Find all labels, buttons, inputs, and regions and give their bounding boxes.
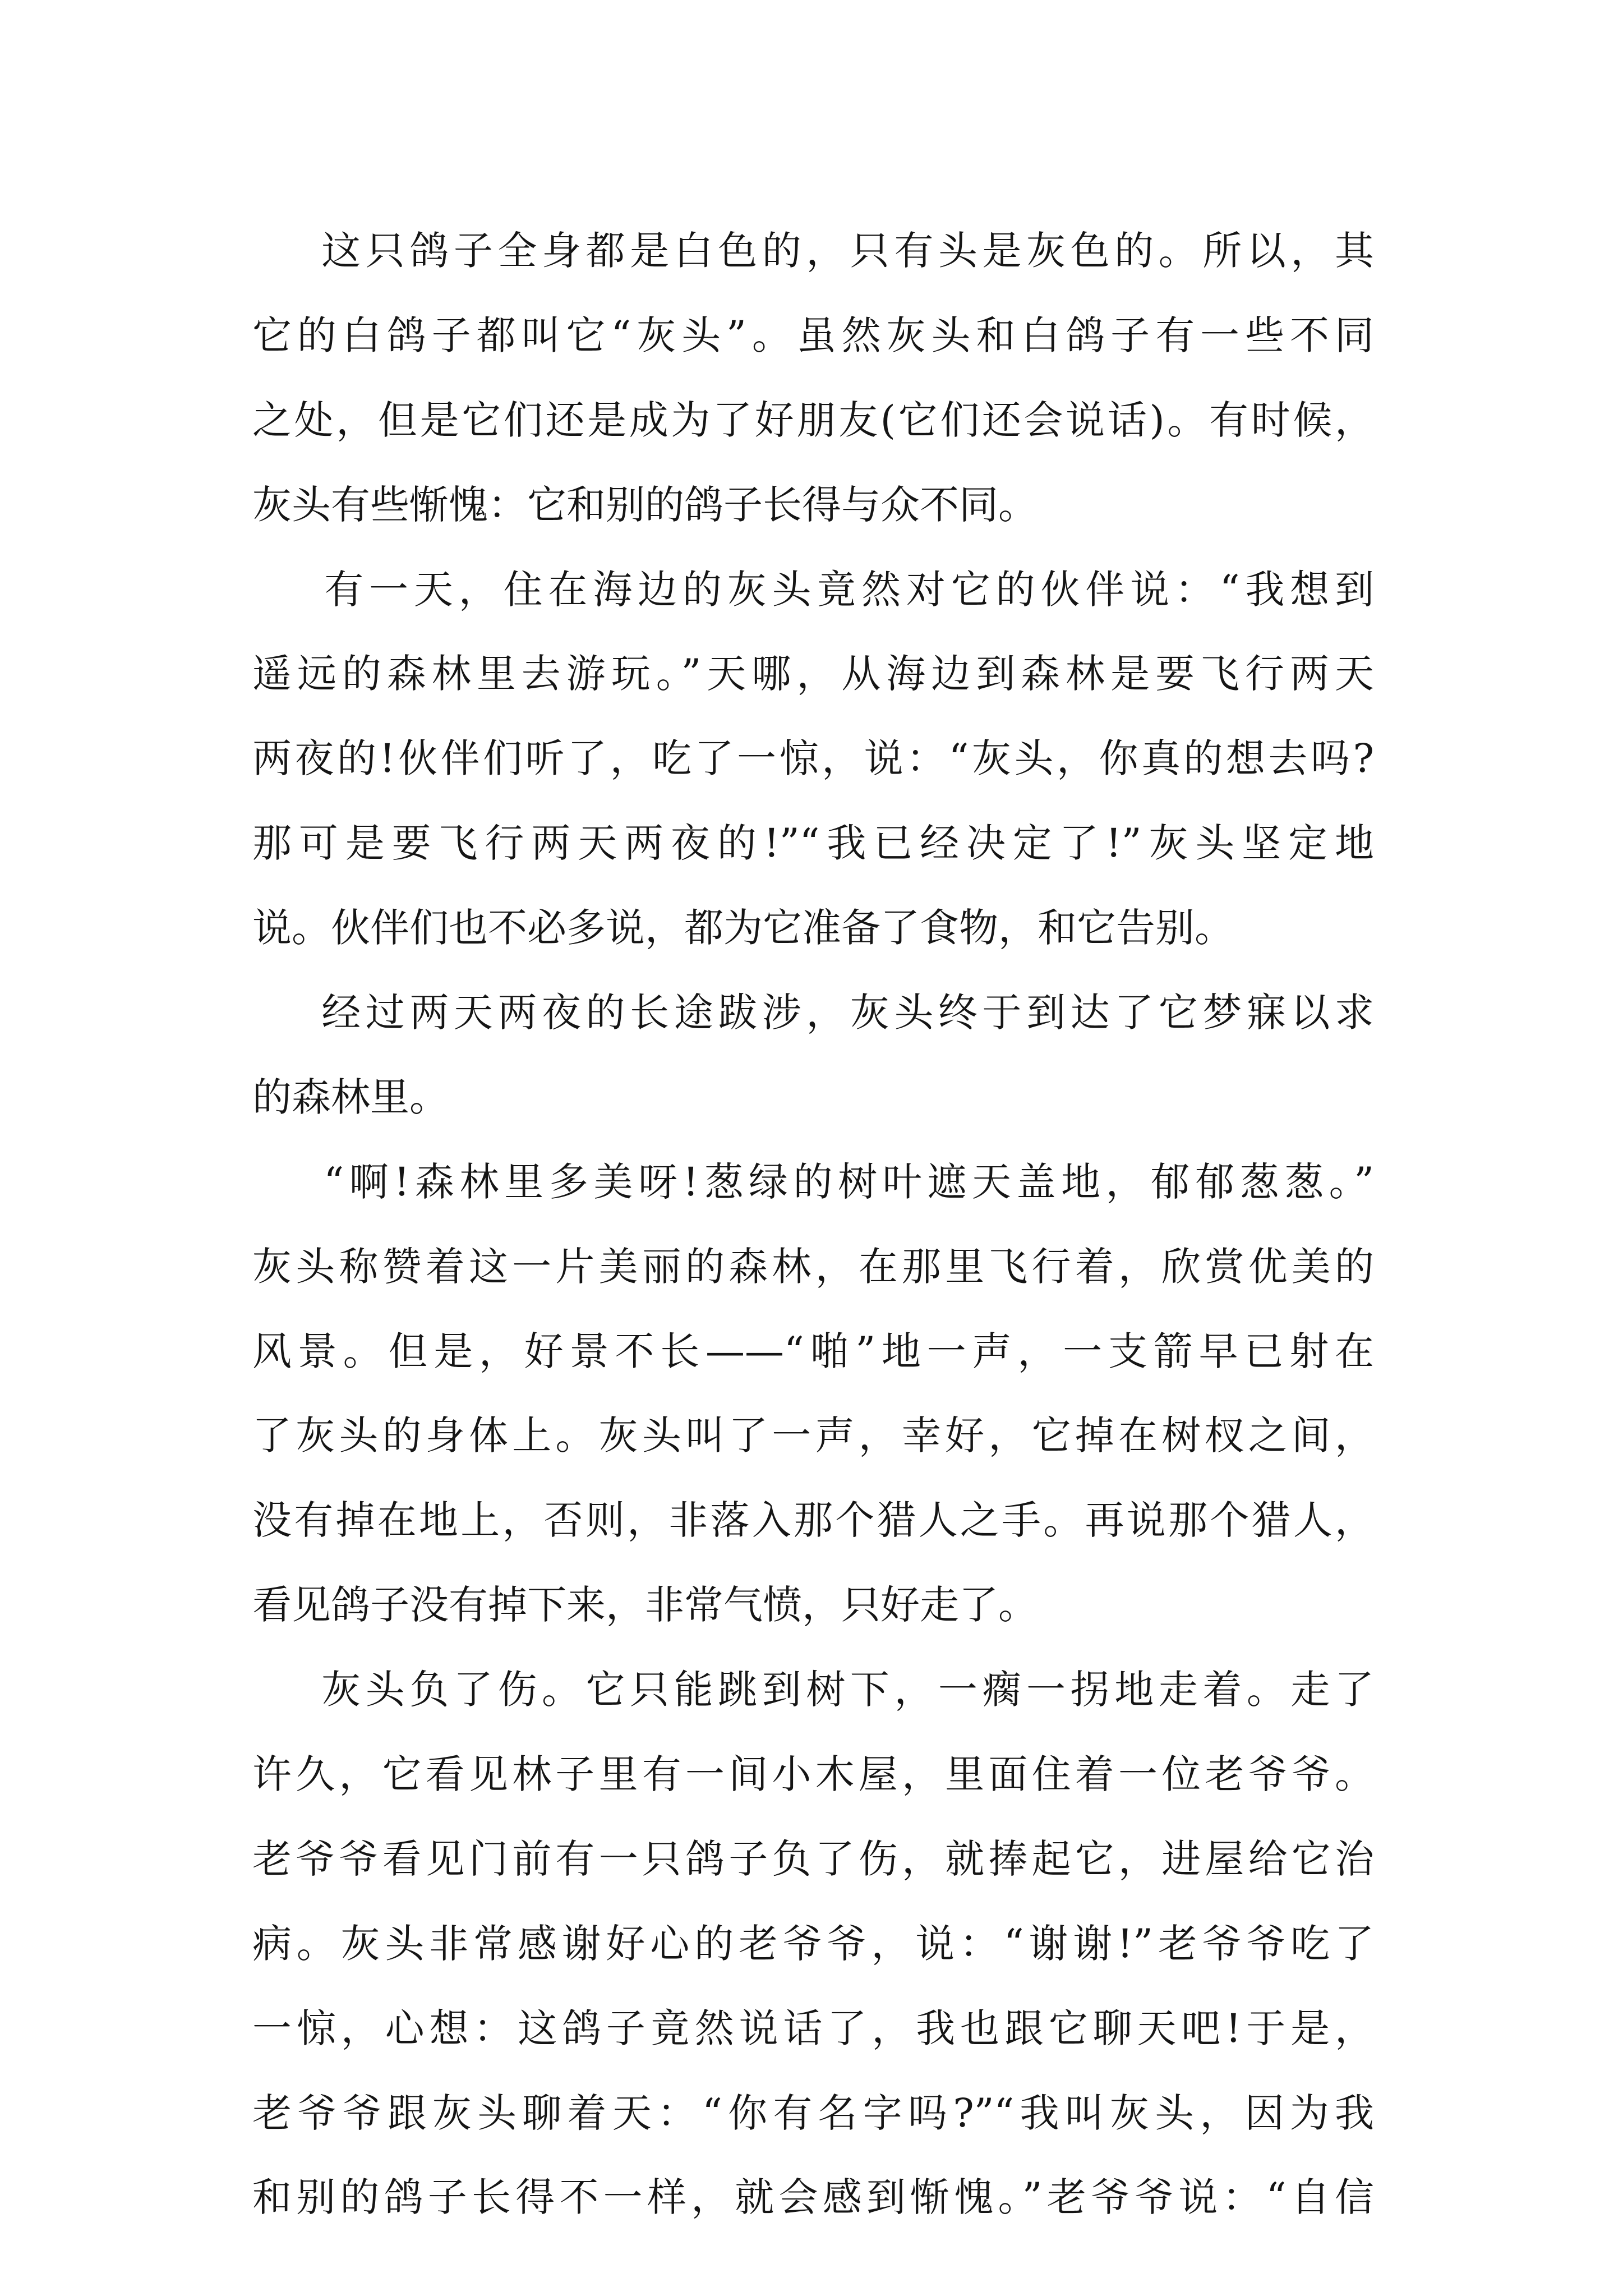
text-line: 说。伙伴们也不必多说，都为它准备了食物，和它告别。 — [252, 905, 1234, 951]
text-line: 许久，它看见林子里有一间小木屋，里面住着一位老爷爷。 — [252, 1751, 1374, 1798]
text-line: 遥远的森林里去游玩。”天哪，从海边到森林是要飞行两天 — [252, 651, 1374, 697]
text-line: 这只鸽子全身都是白色的，只有头是灰色的。所以，其 — [252, 228, 1374, 274]
text-line: 灰头负了伤。它只能跳到树下，一瘸一拐地走着。走了 — [252, 1667, 1374, 1713]
text-line: “啊!森林里多美呀!葱绿的树叶遮天盖地，郁郁葱葱。” — [252, 1158, 1374, 1205]
story-text — [252, 209, 1374, 2240]
text-line: 了灰头的身体上。灰头叫了一声，幸好，它掉在树杈之间， — [252, 1412, 1374, 1459]
text-line: 的森林里。 — [252, 1074, 449, 1120]
text-line: 灰头称赞着这一片美丽的森林，在那里飞行着，欣赏优美的 — [252, 1243, 1374, 1290]
text-line: 老爷爷跟灰头聊着天：“你有名字吗?”“我叫灰头，因为我 — [252, 2090, 1374, 2136]
text-line: 经过两天两夜的长途跋涉，灰头终于到达了它梦寐以求 — [252, 990, 1374, 1036]
text-line: 没有掉在地上，否则，非落入那个猎人之手。再说那个猎人， — [252, 1497, 1374, 1544]
text-line: 和别的鸽子长得不一样，就会感到惭愧。”老爷爷说：“自信 — [252, 2174, 1374, 2221]
text-line: 之处，但是它们还是成为了好朋友(它们还会说话)。有时候， — [252, 397, 1374, 443]
text-line: 那可是要飞行两天两夜的!”“我已经决定了!”灰头坚定地 — [252, 820, 1374, 867]
text-line: 风景。但是，好景不长——“啪”地一声，一支箭早已射在 — [252, 1328, 1374, 1374]
text-line: 有一天，住在海边的灰头竟然对它的伙伴说：“我想到 — [252, 566, 1374, 613]
text-line: 灰头有些惭愧：它和别的鸽子长得与众不同。 — [252, 481, 1038, 528]
text-line: 它的白鸽子都叫它“灰头”。虽然灰头和白鸽子有一些不同 — [252, 312, 1374, 358]
text-line: 看见鸽子没有掉下来，非常气愤，只好走了。 — [252, 1582, 1038, 1628]
text-line: 两夜的!伙伴们听了，吃了一惊，说：“灰头，你真的想去吗? — [252, 735, 1374, 782]
text-line: 一惊，心想：这鸽子竟然说话了，我也跟它聊天吧!于是， — [252, 2005, 1374, 2051]
text-line: 老爷爷看见门前有一只鸽子负了伤，就捧起它，进屋给它治 — [252, 1835, 1374, 1882]
text-line: 病。灰头非常感谢好心的老爷爷，说：“谢谢!”老爷爷吃了 — [252, 1920, 1374, 1967]
